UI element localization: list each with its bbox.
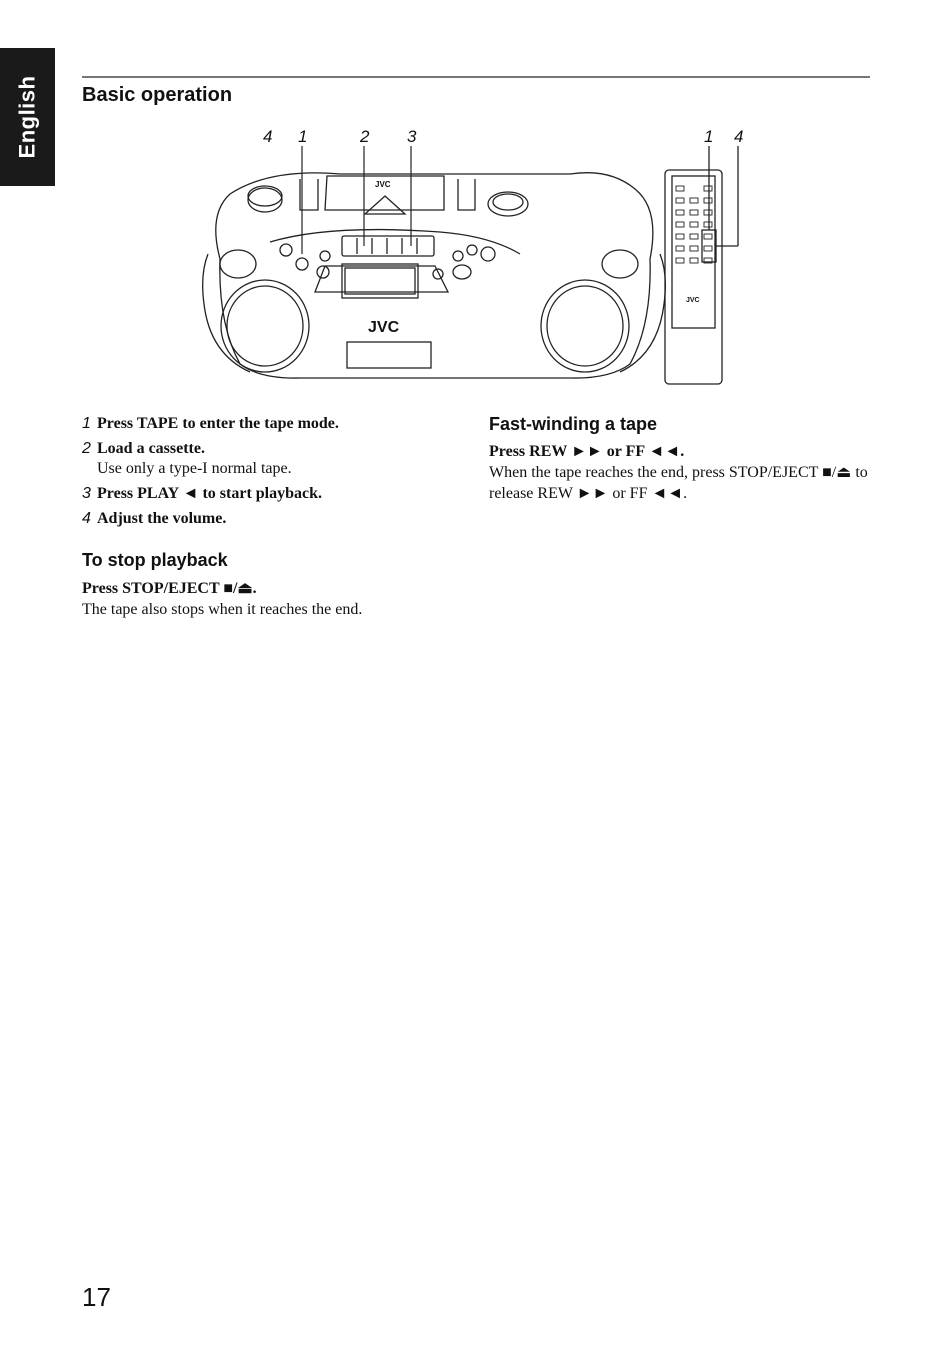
callout-main-3: 2	[360, 127, 370, 146]
header-rule	[82, 76, 870, 78]
stop-playback-text	[82, 578, 462, 620]
step-4-number: 4	[82, 510, 91, 527]
step-2-note: Use only a type-I normal tape.	[97, 460, 292, 477]
callout-main-4: 3	[407, 127, 417, 146]
step-2-number: 2	[82, 440, 91, 457]
step-2	[82, 439, 462, 479]
step-4-text: Adjust the volume.	[97, 510, 227, 527]
step-1	[82, 414, 462, 434]
callout-remote-1: 1	[704, 127, 714, 146]
language-label: English	[14, 75, 40, 159]
stop-instruction: Press STOP/EJECT ■/⏏.	[82, 580, 257, 597]
playback-steps	[82, 414, 462, 534]
boombox-illustration	[190, 124, 760, 392]
brand-front-label: JVC	[368, 319, 400, 336]
step-3	[82, 484, 462, 504]
step-2-text: Load a cassette.	[97, 440, 205, 457]
callout-main-1: 4	[263, 127, 273, 146]
brand-top-label: JVC	[375, 180, 391, 189]
callout-main-2: 1	[298, 127, 308, 146]
fast-winding-title: Fast-winding a tape	[489, 414, 658, 434]
fastwind-note: When the tape reaches the end, press STOP/EJECT ■/⏏ to release REW ►► or FF ◄◄.	[489, 464, 868, 502]
language-tab	[0, 48, 55, 186]
step-1-number: 1	[82, 415, 91, 432]
brand-remote-label: JVC	[686, 297, 700, 304]
fast-winding-text	[489, 441, 874, 504]
step-3-text: Press PLAY ◄ to start playback.	[97, 485, 323, 502]
stop-playback-title: To stop playback	[82, 550, 228, 570]
stop-note: The tape also stops when it reaches the end.	[82, 601, 363, 618]
callout-remote-2: 4	[734, 127, 744, 146]
page-number: 17	[82, 1282, 111, 1312]
step-1-text: Press TAPE to enter the tape mode.	[97, 415, 339, 432]
step-4	[82, 509, 462, 529]
section-title: Basic operation	[82, 84, 233, 106]
step-3-number: 3	[82, 485, 91, 502]
fastwind-instruction: Press REW ►► or FF ◄◄.	[489, 443, 685, 460]
